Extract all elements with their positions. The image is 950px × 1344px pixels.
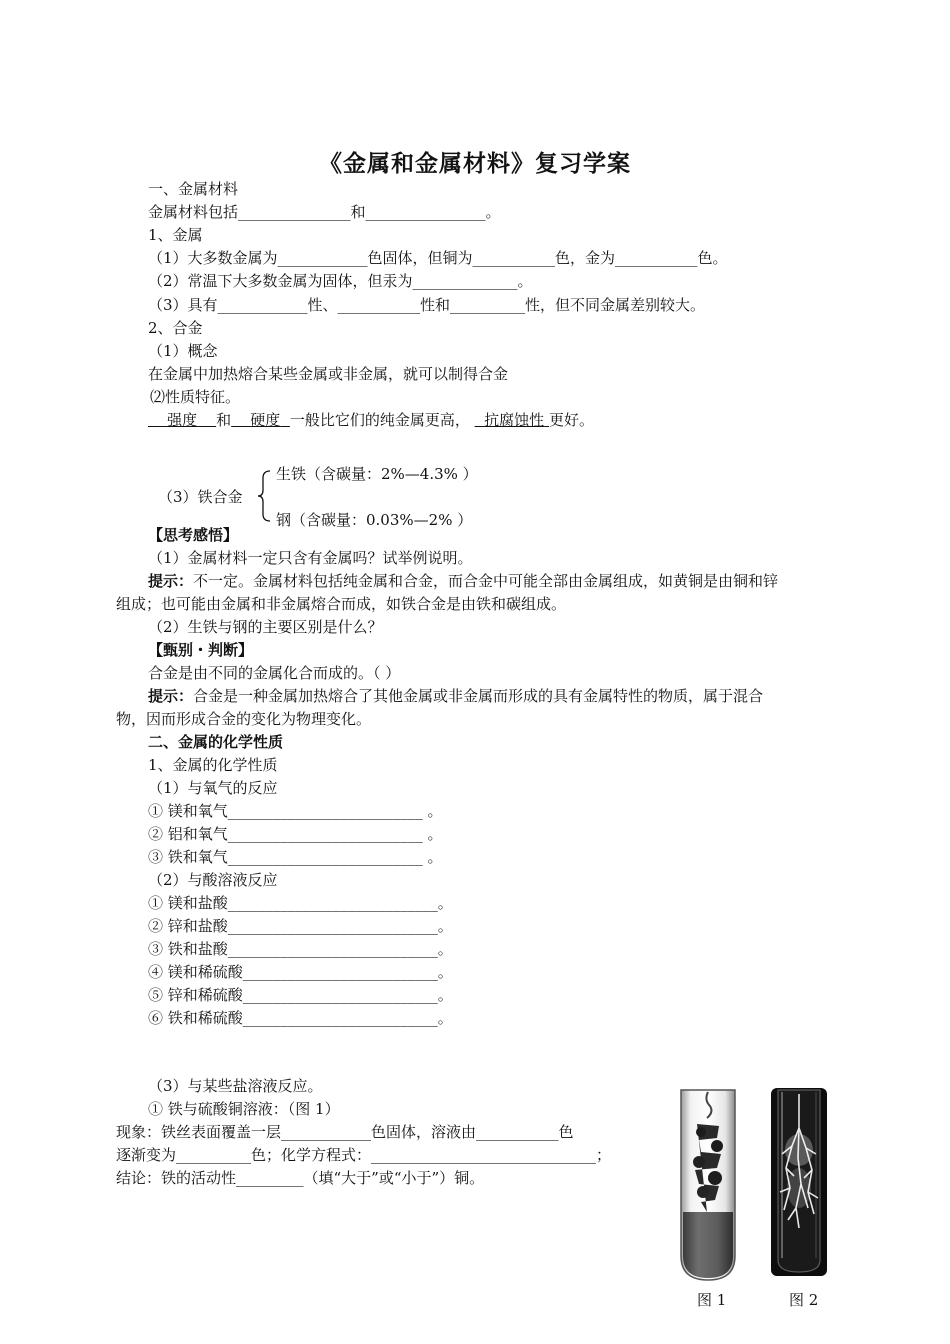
question-color: （1）大多数金属为____________色固体，但铜为___________色，金为___________色。 — [148, 249, 728, 267]
hint-2-line-2: 物，因而形成合金的变化为物理变化。 — [116, 710, 372, 728]
acid-heading: （2）与酸溶液反应 — [148, 871, 278, 889]
subheading-chem: 1、金属的化学性质 — [148, 756, 278, 774]
property-text: 强度 和 硬度 一般比它们的纯金属更高， 抗腐蚀性 更好。 — [148, 409, 594, 431]
subheading-alloy: 2、合金 — [148, 319, 203, 337]
hint-1-line-1: 提示：不一定。金属材料包括纯金属和合金，而合金中可能全部由金属组成，如黄铜是由铜和锌 — [148, 572, 779, 590]
figure-1-caption: 图 1 — [697, 1291, 727, 1309]
judge-heading: 【甄别・判断】 — [148, 641, 254, 659]
figure-2-image — [768, 1088, 830, 1276]
figure-2-caption: 图 2 — [789, 1291, 819, 1309]
section-2-heading: 二、金属的化学性质 — [148, 733, 284, 751]
steel: 钢（含碳量：0.03%—2% ） — [276, 511, 473, 529]
corrosion-answer: 抗腐蚀性 — [484, 411, 545, 429]
acid-item-3: ③ 铁和盐酸____________________________。 — [148, 940, 453, 958]
conclusion: 结论：铁的活动性_________（填“大于”或“小于”）铜。 — [116, 1169, 485, 1187]
figure-1-image — [677, 1088, 739, 1282]
question-state: （2）常温下大多数金属为固体，但汞为______________。 — [148, 272, 533, 290]
concept-label: （1）概念 — [148, 342, 218, 360]
property-label: ⑵性质特征。 — [150, 388, 241, 406]
think-question-2: （2）生铁与钢的主要区别是什么？ — [148, 618, 383, 636]
think-heading: 【思考感悟】 — [148, 526, 239, 544]
oxygen-item-2: ② 铝和氧气__________________________ 。 — [148, 825, 443, 843]
acid-item-4: ④ 镁和稀硫酸__________________________。 — [148, 963, 453, 981]
acid-item-5: ⑤ 锌和稀硫酸__________________________。 — [148, 986, 453, 1004]
phenomenon-line-1: 现象：铁丝表面覆盖一层____________色固体，溶液由___________色 — [116, 1123, 574, 1141]
page-title: 《金属和金属材料》复习学案 — [319, 150, 631, 177]
question-materials: 金属材料包括_______________和________________。 — [148, 203, 501, 221]
acid-item-2: ② 锌和盐酸____________________________。 — [148, 917, 453, 935]
subheading-metal: 1、金属 — [148, 226, 203, 244]
strength-answer: 强度 — [167, 411, 198, 429]
iron-alloy-label: （3）铁合金 — [158, 488, 243, 506]
hint-2-line-1: 提示：合金是一种金属加热熔合了其他金属或非金属而形成的具有金属特性的物质，属于混合 — [148, 687, 764, 705]
hint-1-line-2: 组成；也可能由金属和非金属熔合而成，如铁合金是由铁和碳组成。 — [116, 595, 567, 613]
hardness-answer: 硬度 — [250, 411, 281, 429]
think-question-1: （1）金属材料一定只含有金属吗？试举例说明。 — [148, 549, 473, 567]
oxygen-heading: （1）与氧气的反应 — [148, 779, 278, 797]
oxygen-item-3: ③ 铁和氧气__________________________ 。 — [148, 848, 443, 866]
acid-item-1: ① 镁和盐酸____________________________。 — [148, 894, 453, 912]
brace-icon — [257, 470, 271, 522]
judge-question: 合金是由不同的金属化合而成的。（ ） — [148, 664, 401, 682]
concept-text: 在金属中加热熔合某些金属或非金属，就可以制得合金 — [148, 365, 509, 383]
acid-item-6: ⑥ 铁和稀硫酸__________________________。 — [148, 1009, 453, 1027]
question-properties: （3）具有____________性、___________性和__________性，但不同金属差别较大。 — [148, 296, 706, 314]
oxygen-item-1: ① 镁和氧气__________________________ 。 — [148, 802, 443, 820]
salt-item-1: ① 铁与硫酸铜溶液：（图 1） — [148, 1100, 340, 1118]
salt-heading: （3）与某些盐溶液反应。 — [148, 1077, 323, 1095]
phenomenon-line-2: 逐渐变为__________色；化学方程式：______________________________； — [116, 1146, 612, 1164]
pig-iron: 生铁（含碳量：2%—4.3% ） — [276, 465, 478, 483]
section-1-heading: 一、金属材料 — [148, 180, 239, 198]
